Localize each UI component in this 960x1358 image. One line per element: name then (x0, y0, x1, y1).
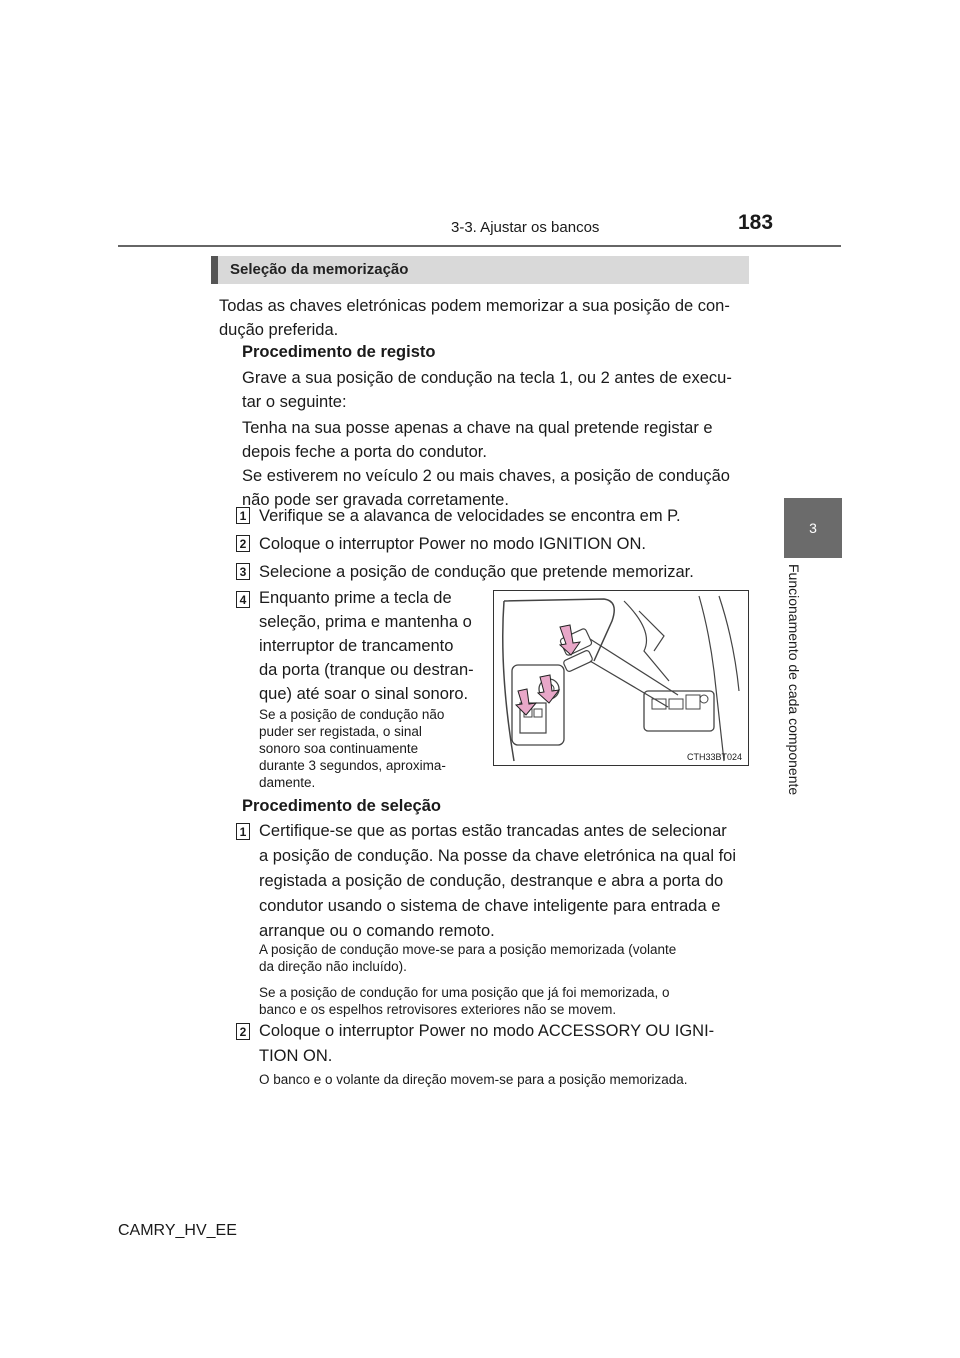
chapter-tab (784, 498, 842, 558)
text-line: Tenha na sua posse apenas a chave na qual pretende registar e (242, 419, 713, 437)
text-line: interruptor de trancamento (259, 637, 454, 655)
text-line: não pode ser gravada corretamente. (242, 491, 509, 509)
selecao-heading: Procedimento de seleção (242, 797, 441, 815)
intro-line: dução preferida. (219, 321, 339, 339)
text-line: Grave a sua posição de condução na tecla 1, ou 2 antes de execu- (242, 369, 732, 387)
step-number-box: 2 (236, 1023, 250, 1040)
door-switch-drawing (494, 591, 748, 765)
text-line: tar o seguinte: (242, 393, 347, 411)
note-line: A posição de condução move-se para a posição memorizada (volante (259, 942, 677, 957)
section-title-bar (211, 256, 749, 284)
footer-model-code: CAMRY_HV_EE (118, 1222, 237, 1239)
step-text: Coloque o interruptor Power no modo IGNITION ON. (259, 535, 646, 553)
text-line: TION ON. (259, 1047, 333, 1065)
step-number-box: 2 (236, 535, 250, 552)
text-line: Se estiverem no veículo 2 ou mais chaves, a posição de condução (242, 467, 730, 485)
text-line: seleção, prima e mantenha o (259, 613, 472, 631)
page-number: 183 (738, 211, 774, 234)
header-divider (118, 245, 841, 247)
selecao-note-1 (259, 941, 749, 975)
text-line: Certifique-se que as portas estão trancadas antes de selecionar (259, 822, 727, 840)
text-line: que) até soar o sinal sonoro. (259, 685, 469, 703)
text-line: da porta (tranque ou destran- (259, 661, 474, 679)
illustration-code: CTH33BT024 (686, 752, 742, 762)
step-text: Selecione a posição de condução que pretende memorizar. (259, 563, 694, 581)
step-number-box: 4 (236, 591, 250, 608)
header-section-title: 3-3. Ajustar os bancos (451, 219, 600, 236)
step-4-text (259, 586, 477, 706)
registo-heading: Procedimento de registo (242, 343, 436, 361)
step-4-note (259, 706, 477, 791)
text-line: Enquanto prime a tecla de (259, 589, 452, 607)
note-line: banco e os espelhos retrovisores exteriores não se movem. (259, 1002, 617, 1017)
note-line: sonoro soa continuamente (259, 741, 419, 756)
section-title: Seleção da memorização (230, 261, 409, 278)
note-line: Se a posição de condução for uma posição que já foi memorizada, o (259, 985, 670, 1000)
registo-para-2 (242, 416, 749, 512)
step-number-box: 3 (236, 563, 250, 580)
step-number-box: 1 (236, 507, 250, 524)
chapter-number: 3 (809, 520, 817, 536)
text-line: a posição de condução. Na posse da chave eletrónica na qual foi (259, 847, 736, 865)
text-line: depois feche a porta do condutor. (242, 443, 487, 461)
intro-paragraph (219, 294, 749, 342)
intro-line: Todas as chaves eletrónicas podem memorizar a sua posição de con- (219, 297, 730, 315)
door-switch-illustration (493, 590, 749, 766)
text-line: Coloque o interruptor Power no modo ACCESSORY OU IGNI- (259, 1022, 715, 1040)
selecao-step-2 (259, 1019, 749, 1069)
step-number-box: 1 (236, 823, 250, 840)
note-line: da direção não incluído). (259, 959, 407, 974)
note-line: Se a posição de condução não (259, 707, 445, 722)
registo-para-1 (242, 366, 749, 414)
chapter-label: Funcionamento de cada componente (786, 564, 802, 796)
selecao-note-2 (259, 984, 749, 1018)
note-line: damente. (259, 775, 316, 790)
selecao-step-1 (259, 819, 749, 944)
step-text: Verifique se a alavanca de velocidades se encontra em P. (259, 507, 681, 525)
text-line: arranque ou o comando remoto. (259, 922, 495, 940)
note-line: durante 3 segundos, aproxima- (259, 758, 446, 773)
chapter-label-wrap (786, 564, 806, 814)
selecao-note-3: O banco e o volante da direção movem-se para a posição memorizada. (259, 1072, 688, 1087)
note-line: puder ser registada, o sinal (259, 724, 422, 739)
text-line: condutor usando o sistema de chave inteligente para entrada e (259, 897, 721, 915)
text-line: registada a posição de condução, destranque e abra a porta do (259, 872, 724, 890)
